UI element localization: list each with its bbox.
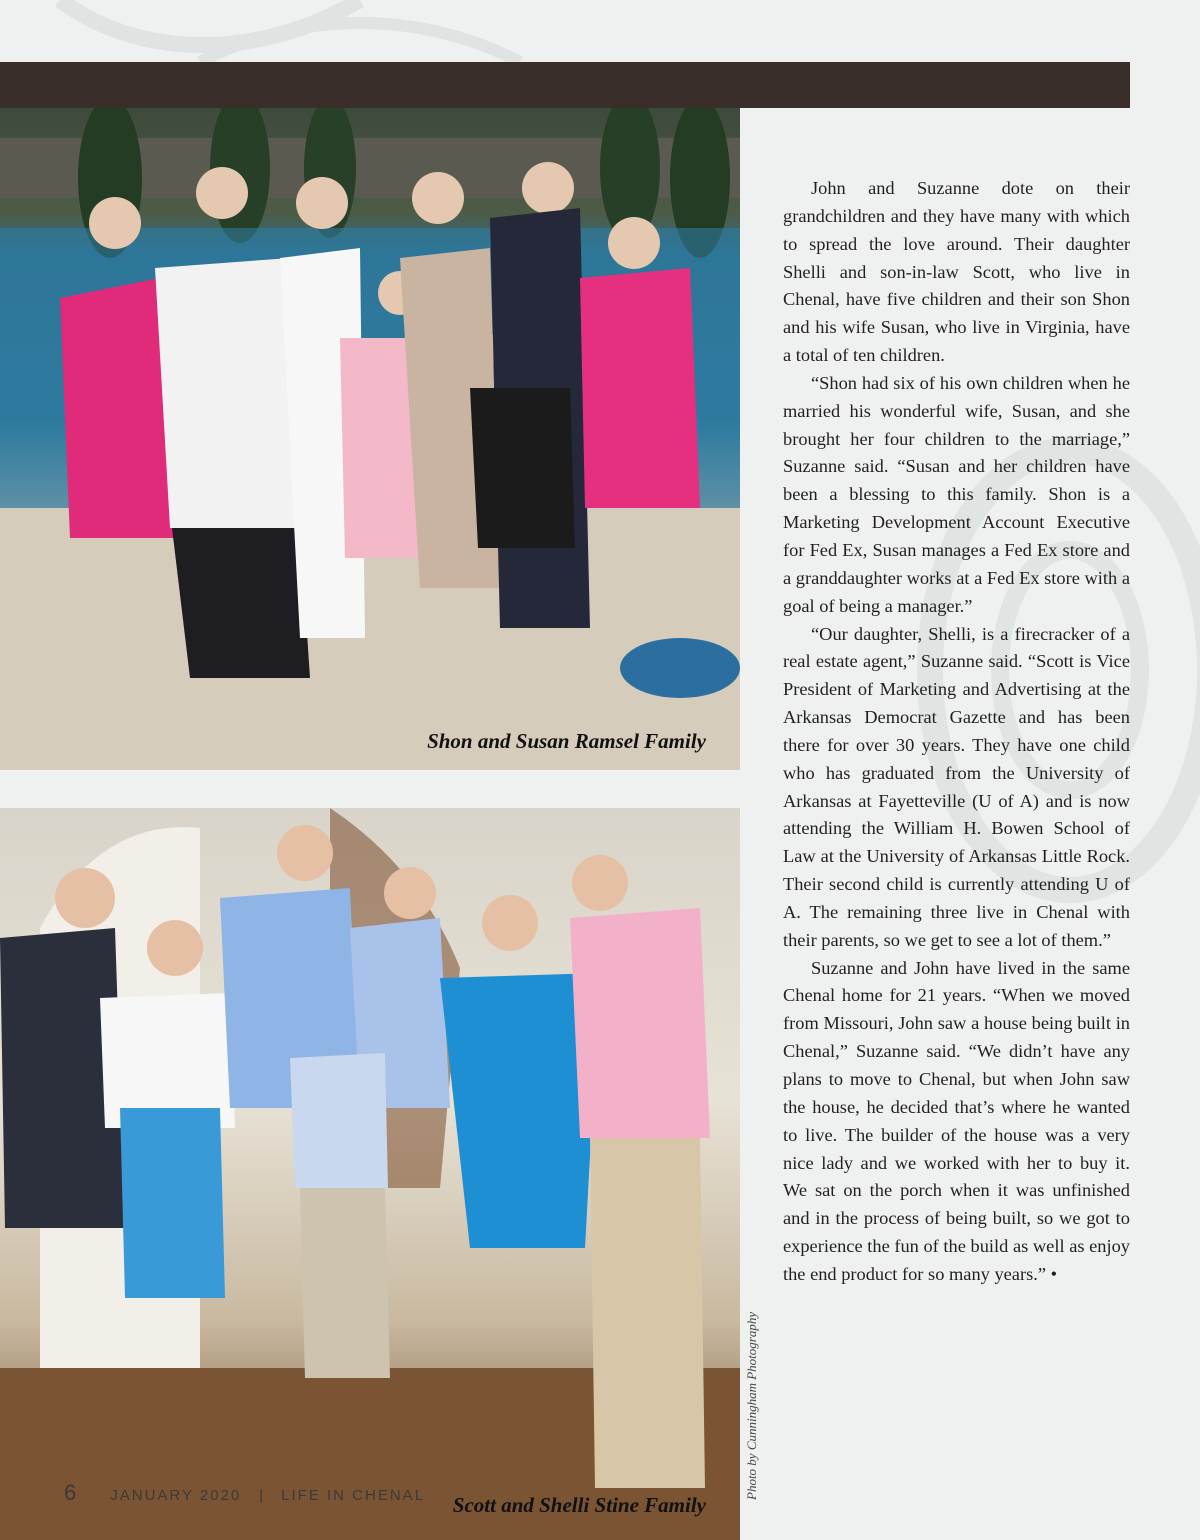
page-footer <box>64 1480 425 1506</box>
page-number: 6 <box>64 1480 77 1505</box>
family-photo-stine <box>0 808 740 1540</box>
photo-caption-bottom: Scott and Shelli Stine Family <box>452 1493 706 1517</box>
photo-credit: Photo by Cunningham Photography <box>744 1311 759 1500</box>
photo-illustration <box>0 108 740 770</box>
photo-illustration <box>0 808 740 1540</box>
article-paragraph: John and Suzanne dote on their grandchildren and they have many with which to spread the love around. Their daughter Shelli and son-in-law Scott, who live in Chenal, have five children and their son Shon and his wife Susan, who live in Virginia, have a total of ten children. <box>783 178 1130 366</box>
header-band <box>0 62 1130 108</box>
issue-date: JANUARY 2020 <box>110 1487 242 1504</box>
publication-name: LIFE IN CHENAL <box>281 1487 426 1504</box>
background-swirl-top <box>0 0 1200 62</box>
photo-caption-top: Shon and Susan Ramsel Family <box>427 729 706 753</box>
family-photo-ramsel <box>0 108 740 770</box>
article-paragraph: Suzanne and John have lived in the same Chenal home for 21 years. “When we moved from Missouri, John saw a house being built in Chenal,” Suzanne said. “We didn’t have any plans to move to Chenal, but when John saw the house, he decided that’s where he wanted to live. The builder of the house was a very nice lady and we worked with her to buy it. We sat on the porch when it was unfinished and in the process of being built, so we got to experience the fun of the build as well as enjoy the end product for so many years.” • <box>783 957 1130 1284</box>
article-paragraph: “Shon had six of his own children when he married his wonderful wife, Susan, and she brought her four children to the marriage,” Suzanne said. “Susan and her children have been a blessing to this family. Shon is a Marketing Development Account Executive for Fed Ex, Susan manages a Fed Ex store and a granddaughter works at a Fed Ex store with a goal of being a manager.” <box>783 372 1130 616</box>
article-paragraph: “Our daughter, Shelli, is a firecracker of a real estate agent,” Suzanne said. “Scott is Vice President of Marketing and Advertising at the Arkansas Democrat Gazette and has been there for over 30 years. They have one child who has graduated from the University of Arkansas at Fayetteville (U of A) and is now attending the William H. Bowen School of Law at the University of Arkansas Little Rock. Their second child is currently attending U of A. The remaining three live in Chenal with their parents, so we get to see a lot of them.” <box>783 623 1130 950</box>
footer-separator: | <box>259 1487 264 1504</box>
article-body <box>783 175 1130 1289</box>
